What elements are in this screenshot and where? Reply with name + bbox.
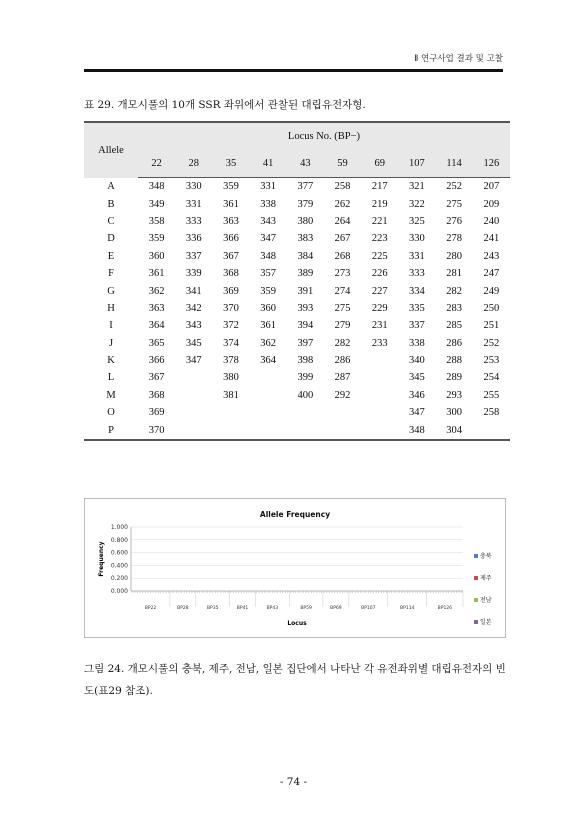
table-row [84,248,510,265]
table-cell: 274 [334,285,351,297]
table-row [84,282,510,299]
allele-label: K [107,355,115,367]
table-cell: 275 [334,302,351,314]
table-cell: 223 [371,233,388,245]
locus-number: 41 [250,149,287,178]
table-cell: 363 [148,302,165,314]
table-cell: 243 [483,250,500,262]
table-cell: 279 [334,320,351,332]
table-row [84,369,510,386]
allele-frequency-chart [85,499,505,637]
table-cell: 366 [223,233,239,245]
group-label: BP35 [206,606,219,611]
table-cell: 229 [371,302,388,314]
table-cell: 330 [409,233,425,245]
table-cell: 268 [334,250,351,262]
table-cell: 209 [483,198,500,210]
group-label: BP107 [361,606,376,611]
table-cell: 285 [446,320,462,332]
allele-label: A [107,180,115,192]
table-cell: 287 [334,372,351,384]
table-cell: 360 [260,302,277,314]
table-row [84,230,510,247]
table-cell: 333 [185,215,202,227]
table-cell: 398 [297,355,314,367]
table-row [84,421,510,439]
table-cell [212,404,249,421]
allele-label: D [107,233,115,245]
group-label: BP22 [144,606,157,611]
figure-caption: 그림 24. 개모시풀의 충북, 제주, 전남, 일본 집단에서 나타난 각 유전좌위별 대립유전자의 빈도(표29 참조). [84,663,506,697]
y-tick-label: 0.600 [110,549,128,557]
table-row [84,404,510,421]
table-cell: 347 [185,355,202,367]
legend-label: 전남 [480,597,492,604]
table-cell: 340 [409,355,425,367]
table-cell [250,369,287,386]
allele-column-header: Allele [84,122,138,178]
table-cell: 304 [436,421,473,439]
table-cell: 367 [148,372,165,384]
allele-table [84,121,510,441]
locus-number: 35 [212,149,249,178]
table-cell: 362 [260,337,277,349]
y-tick-label: 0.800 [110,536,128,544]
y-tick-label: 0.400 [110,562,128,570]
table-cell: 361 [260,320,277,332]
table-row [84,335,510,352]
table-cell: 258 [334,181,351,193]
table-cell: 341 [185,285,202,297]
table-cell: 233 [371,337,388,349]
table-cell: 337 [409,320,425,332]
allele-label: C [107,215,115,227]
table-cell: 227 [371,285,388,297]
table-cell: 249 [483,285,500,297]
table-cell: 359 [260,285,277,297]
locus-header: Locus No. (BP−) [138,122,510,149]
table-cell [175,404,212,421]
table-cell: 254 [483,372,500,384]
table-cell: 348 [260,250,277,262]
allele-label: L [107,372,115,384]
table-cell [175,421,212,439]
table-cell: 347 [409,407,425,419]
table-cell [361,369,398,386]
locus-number-row [84,149,510,178]
table-cell: 399 [297,372,314,384]
table-cell: 207 [483,181,500,193]
table-cell: 225 [371,250,388,262]
table-row [84,195,510,212]
table-cell: 252 [483,337,500,349]
table-cell: 221 [371,215,388,227]
table-cell: 300 [446,407,462,419]
x-axis-label: Locus [287,620,307,627]
group-label: BP43 [266,606,279,611]
locus-number: 59 [324,149,361,178]
chart-title: Allele Frequency [259,510,331,519]
legend-swatch [474,620,478,624]
table-cell: 379 [297,198,314,210]
table-row [84,387,510,404]
table-cell: 275 [446,198,462,210]
table-cell: 381 [223,389,239,401]
group-label: BP41 [236,606,249,611]
table-cell: 346 [409,389,425,401]
table-cell: 255 [483,389,500,401]
table-row [84,178,510,196]
table-cell: 370 [223,302,239,314]
table-cell: 370 [138,421,175,439]
legend-label: 충북 [480,553,492,560]
allele-label: G [107,285,115,297]
table-row [84,213,510,230]
table-row [84,317,510,334]
table-cell: 359 [148,233,165,245]
table-cell: 219 [371,198,388,210]
table-cell: 267 [334,233,351,245]
table-cell: 383 [297,233,314,245]
group-label: BP114 [400,606,415,611]
locus-number: 22 [138,149,175,178]
table-cell: 331 [185,198,202,210]
table-cell [473,421,510,439]
table-cell: 334 [409,285,425,297]
table-cell [361,404,398,421]
table-cell: 251 [483,320,500,332]
table-cell: 325 [409,215,425,227]
table-cell: 283 [446,302,462,314]
table-cell: 273 [334,268,351,280]
legend-swatch [474,598,478,602]
table-cell: 372 [223,320,239,332]
allele-frequency-figure [84,498,506,638]
table-cell: 358 [148,215,165,227]
y-axis-label: Frequency [98,541,105,577]
table-cell: 365 [148,337,165,349]
locus-number: 43 [287,149,324,178]
table-cell: 349 [148,198,165,210]
allele-label: M [106,389,116,401]
table-cell: 322 [409,198,425,210]
table-cell [361,352,398,369]
table-cell: 393 [297,302,314,314]
legend-label: 일본 [480,619,492,626]
table-cell: 247 [483,268,500,280]
table-cell: 338 [409,337,425,349]
table-cell: 367 [223,250,239,262]
allele-label: P [84,421,138,439]
table-cell: 391 [297,285,314,297]
table-cell: 360 [148,250,165,262]
y-tick-label: 0.000 [110,588,128,595]
table-cell: 337 [185,250,202,262]
table-cell: 366 [148,355,165,367]
table-cell [324,404,361,421]
table-cell: 331 [260,181,277,193]
legend-swatch [474,554,478,558]
table-cell: 286 [446,337,462,349]
table-cell: 262 [334,198,351,210]
table-cell: 377 [297,181,314,193]
table-cell: 347 [260,233,277,245]
table-cell: 345 [409,372,425,384]
legend-label: 제주 [480,575,492,582]
table-cell: 331 [409,250,425,262]
running-header: Ⅱ 연구사업 결과 및 고찰 [414,54,503,64]
table-cell [175,369,212,386]
table-cell: 342 [185,302,202,314]
legend-item [474,595,492,604]
y-tick-label: 0.200 [110,575,128,583]
table-cell: 369 [148,407,165,419]
allele-label: J [108,337,114,349]
table-cell: 380 [297,215,314,227]
table-cell: 348 [398,421,435,439]
allele-label: I [109,320,113,332]
table-cell: 335 [409,302,425,314]
table-cell [250,421,287,439]
table-cell: 278 [446,233,462,245]
table-cell: 252 [446,181,462,193]
table-cell [324,421,361,439]
group-label: BP69 [330,606,342,611]
locus-number: 126 [473,149,510,178]
table-cell: 362 [148,285,165,297]
table-cell: 338 [260,198,277,210]
table-cell: 380 [223,372,239,384]
table-cell: 289 [446,372,462,384]
table-cell: 364 [260,355,277,367]
table-cell: 282 [334,337,351,349]
table-cell: 226 [371,268,388,280]
locus-number: 28 [175,149,212,178]
table-cell: 361 [223,198,239,210]
table-cell [287,404,324,421]
legend-item [474,617,492,626]
table-row [84,265,510,282]
table-cell: 363 [223,215,239,227]
table-cell [250,387,287,404]
table-cell: 321 [409,181,425,193]
table-cell: 333 [409,268,425,280]
table-cell: 348 [148,181,165,193]
table-cell: 293 [446,389,462,401]
table-cell: 357 [260,268,277,280]
table-cell: 378 [223,355,239,367]
table-row [84,300,510,317]
table-cell: 343 [260,215,277,227]
y-tick-label: 1.000 [110,524,128,531]
table-cell [361,387,398,404]
table-cell: 400 [297,389,314,401]
table-cell: 253 [483,355,500,367]
header-rule [84,69,503,72]
table-cell: 394 [297,320,314,332]
table-cell: 241 [483,233,500,245]
table-cell: 264 [334,215,351,227]
table-cell [250,404,287,421]
table-cell: 281 [446,268,462,280]
table-cell [287,421,324,439]
table-cell: 217 [371,181,388,193]
legend-item [474,551,492,560]
table-cell: 339 [185,268,202,280]
table-cell: 250 [483,302,500,314]
allele-label: F [108,268,114,280]
table-row [84,352,510,369]
page-number: - 74 - [279,776,308,788]
table-cell: 368 [148,389,165,401]
table-cell: 361 [148,268,165,280]
table-cell [361,421,398,439]
table-cell: 389 [297,268,314,280]
table-cell: 374 [223,337,239,349]
group-label: BP126 [437,606,453,611]
locus-number: 107 [398,149,435,178]
table-cell: 276 [446,215,462,227]
table-cell [212,421,249,439]
table-cell: 364 [148,320,165,332]
allele-label: H [107,302,115,314]
table-cell: 336 [185,233,202,245]
table-cell: 282 [446,285,462,297]
table-cell: 343 [185,320,202,332]
table-cell: 384 [297,250,314,262]
legend-item [474,573,492,582]
table-caption: 표 29. 개모시풀의 10개 SSR 좌위에서 관찰된 대립유전자형. [84,99,366,111]
table-cell: 369 [223,285,239,297]
table-cell: 280 [446,250,462,262]
table-cell: 330 [185,181,202,193]
locus-number: 114 [436,149,473,178]
table-cell: 258 [483,407,500,419]
group-label: BP28 [177,606,189,611]
table-cell: 292 [334,389,351,401]
table-cell: 231 [371,320,388,332]
allele-label: B [107,198,115,210]
locus-number: 69 [361,149,398,178]
table-body [84,178,510,440]
allele-label: E [107,250,115,262]
table-cell: 240 [483,215,500,227]
group-label: BP59 [300,606,312,611]
table-cell: 286 [334,355,351,367]
chart-legend [474,551,492,639]
table-cell: 345 [185,337,202,349]
table-cell [175,387,212,404]
table-cell: 368 [223,268,239,280]
table-cell: 288 [446,355,462,367]
legend-swatch [474,576,478,580]
table-cell: 359 [223,181,239,193]
table-cell: 397 [297,337,314,349]
allele-label: O [107,407,115,419]
